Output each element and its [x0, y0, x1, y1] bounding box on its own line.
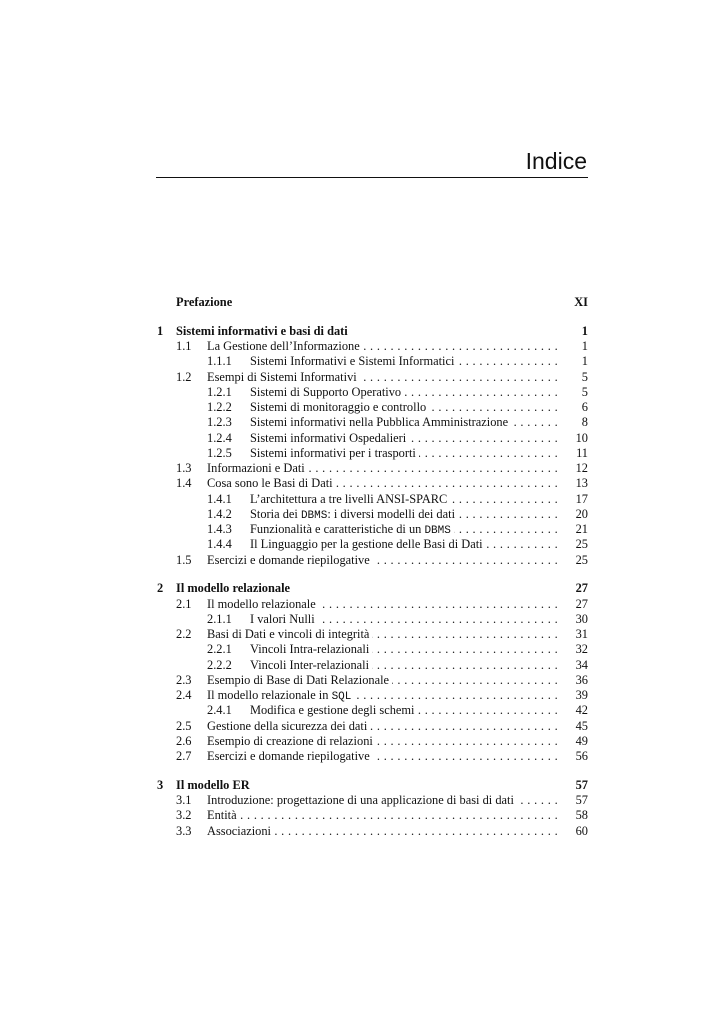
toc-entry-number: 1 — [157, 323, 164, 338]
toc-entry[interactable] — [157, 673, 588, 688]
toc-entry-page: 10 — [575, 430, 588, 445]
toc-entry-title: Basi di Dati e vincoli di integrità . . . — [207, 627, 558, 642]
toc-entry[interactable] — [157, 537, 588, 552]
toc-entry-title: Esercizi e domande riepilogative . . . — [207, 749, 558, 764]
toc-entry-page: 42 — [575, 703, 588, 718]
toc-entry-number: 2.2.2 — [207, 657, 232, 672]
toc-entry-page: XI — [574, 295, 588, 309]
toc-entry[interactable] — [157, 553, 588, 568]
toc-entry-page: 39 — [575, 688, 588, 702]
toc-entry-page: 1 — [581, 323, 588, 338]
toc-entry-number: 1.2 — [176, 369, 192, 384]
toc-entry-page: 13 — [575, 476, 588, 491]
toc-entry-page: 1 — [581, 354, 588, 369]
toc-entry[interactable] — [157, 793, 588, 808]
toc-entry[interactable] — [157, 400, 588, 415]
toc-entry-title: Il Linguaggio per la gestione delle Basi di Dati . . . — [250, 537, 558, 552]
toc-chapter-entry[interactable] — [157, 295, 588, 310]
toc-entry-title: Sistemi Informativi e Sistemi Informatici . . . — [250, 354, 558, 369]
page-title: Indice — [525, 148, 587, 174]
toc-chapter-entry[interactable] — [157, 778, 588, 793]
toc-entry-number: 2.1.1 — [207, 611, 232, 626]
toc-title-part: Il modello relazionale in — [207, 688, 332, 702]
toc-entry-page: 57 — [575, 793, 588, 807]
toc-entry-number: 2.1 — [176, 596, 192, 611]
toc-entry-number: 1.4 — [176, 476, 192, 491]
toc-entry[interactable] — [157, 627, 588, 642]
toc-entry-title: Esercizi e domande riepilogative . . . — [207, 553, 558, 568]
toc-entry-page: 6 — [581, 400, 588, 414]
toc-entry-number: 1.1 — [176, 339, 192, 353]
toc-entry[interactable] — [157, 461, 588, 476]
toc-entry[interactable] — [157, 354, 588, 369]
toc-entry-title: Vincoli Intra-relazionali . . . — [250, 642, 558, 657]
toc-entry-number: 1.5 — [176, 552, 192, 567]
toc-entry[interactable] — [157, 688, 588, 703]
toc-entry[interactable] — [157, 492, 588, 507]
toc-entry[interactable] — [157, 476, 588, 491]
toc-chapter-entry[interactable] — [157, 324, 588, 339]
toc-entry-title: Introduzione: progettazione di una applicazione di basi di dati . . . — [207, 793, 558, 808]
toc-entry-page: 8 — [581, 415, 588, 430]
toc-entry-page: 17 — [575, 491, 588, 506]
toc-entry[interactable] — [157, 824, 588, 839]
toc-entry[interactable] — [157, 658, 588, 673]
toc-entry-page: 25 — [575, 552, 588, 567]
toc-entry-number: 2.4 — [176, 688, 192, 702]
toc-title-code: DBMS — [300, 509, 328, 522]
toc-entry-number: 1.4.4 — [207, 537, 232, 552]
toc-entry-title: Il modello ER — [176, 778, 558, 793]
toc-entry-page: 12 — [575, 461, 588, 475]
toc-entry-title: Esempi di Sistemi Informativi . . . — [207, 370, 558, 385]
toc-entry-page: 5 — [581, 384, 588, 399]
toc-chapter-entry[interactable] — [157, 581, 588, 596]
toc-entry-page: 31 — [575, 627, 588, 641]
toc-entry[interactable] — [157, 612, 588, 627]
toc-entry-title: Sistemi informativi Ospedalieri . . . — [250, 431, 558, 446]
toc-entry-title: Esempio di creazione di relazioni . . . — [207, 734, 558, 749]
toc-entry-number: 3.2 — [176, 808, 192, 823]
toc-entry[interactable] — [157, 719, 588, 734]
toc-entry-title: Gestione della sicurezza dei dati . . . — [207, 719, 558, 734]
toc-entry[interactable] — [157, 339, 588, 354]
toc-entry-number: 2.4.1 — [207, 703, 232, 718]
toc-entry-page: 1 — [581, 339, 588, 353]
toc-entry-number: 1.2.3 — [207, 415, 232, 430]
toc-entry-title: Modifica e gestione degli schemi . . . — [250, 703, 558, 718]
toc-entry-page: 11 — [576, 445, 588, 460]
toc-entry-page: 36 — [575, 672, 588, 687]
toc-entry-title: Sistemi di Supporto Operativo . . . — [250, 385, 558, 400]
toc-entry-number: 1.2.5 — [207, 445, 232, 460]
toc-entry-title: Il modello relazionale — [176, 581, 558, 596]
toc-entry-page: 57 — [575, 777, 588, 792]
toc-entry[interactable] — [157, 734, 588, 749]
toc-title-part: Storia dei — [250, 506, 301, 521]
toc-entry-title: Informazioni e Dati . . . — [207, 461, 558, 476]
toc-entry-page: 45 — [575, 718, 588, 733]
toc-entry-title: Sistemi informativi per i trasporti . . . — [250, 446, 558, 461]
toc-entry[interactable] — [157, 703, 588, 718]
toc-entry[interactable] — [157, 415, 588, 430]
toc-title-part: : i diversi modelli dei dati — [327, 506, 456, 521]
toc-entry-number: 1.1.1 — [207, 354, 232, 369]
toc-title-code: DBMS — [424, 525, 451, 537]
toc-entry-page: 5 — [581, 369, 588, 384]
toc-entry[interactable] — [157, 446, 588, 461]
toc-entry[interactable] — [157, 431, 588, 446]
toc-entry[interactable] — [157, 370, 588, 385]
toc-entry-number: 3.3 — [176, 823, 192, 838]
toc-entry-number: 1.4.3 — [207, 522, 232, 536]
toc-entry-number: 2.5 — [176, 718, 192, 733]
toc-entry[interactable] — [157, 597, 588, 612]
toc-entry-number: 1.4.2 — [207, 506, 232, 521]
toc-entry-number: 3 — [157, 777, 164, 792]
toc-entry-title: Esempio di Base di Dati Relazionale . . . — [207, 673, 558, 688]
toc-entry-page: 30 — [575, 611, 588, 626]
toc-entry[interactable] — [157, 749, 588, 764]
toc-entry-title: L’architettura a tre livelli ANSI-SPARC . . . — [250, 492, 558, 507]
toc-entry-title: Sistemi di monitoraggio e controllo . . . — [250, 400, 558, 415]
toc-entry-number: 3.1 — [176, 793, 192, 807]
toc-entry-page: 56 — [575, 749, 588, 763]
toc-entry-page: 20 — [575, 506, 588, 521]
toc-entry-page: 49 — [575, 733, 588, 748]
toc-entry-title: La Gestione dell’Informazione . . . — [207, 339, 558, 354]
toc-title-part: Funzionalità e caratteristiche di un — [250, 522, 425, 536]
toc-entry-number: 2.6 — [176, 733, 192, 748]
toc-entry-page: 34 — [575, 657, 588, 672]
table-of-contents — [157, 295, 588, 839]
toc-entry-page: 25 — [575, 537, 588, 552]
toc-entry-number: 1.2.2 — [207, 400, 232, 414]
toc-entry[interactable] — [157, 808, 588, 823]
toc-entry-title: Cosa sono le Basi di Dati . . . — [207, 476, 558, 491]
toc-entry-title: I valori Nulli . . . — [250, 612, 558, 627]
toc-entry-number: 1.2.1 — [207, 384, 232, 399]
toc-entry-number: 2.2 — [176, 627, 192, 641]
toc-entry-title: Il modello relazionale . . . — [207, 597, 558, 612]
toc-title-code: SQL — [331, 691, 352, 703]
toc-entry-title: Vincoli Inter-relazionali . . . — [250, 658, 558, 673]
toc-entry-number: 1.4.1 — [207, 491, 232, 506]
toc-entry-title: Sistemi informativi e basi di dati — [176, 324, 558, 339]
toc-entry-page: 27 — [575, 596, 588, 611]
toc-entry[interactable] — [157, 507, 588, 522]
toc-entry[interactable] — [157, 385, 588, 400]
toc-entry-number: 2.2.1 — [207, 642, 232, 657]
toc-entry-number: 2.7 — [176, 749, 192, 763]
toc-entry-page: 21 — [575, 522, 588, 536]
toc-entry-page: 27 — [575, 581, 588, 596]
toc-entry-title: Entità . . . — [207, 808, 558, 823]
toc-entry-title: Prefazione — [176, 295, 558, 310]
toc-entry-number: 1.2.4 — [207, 430, 232, 445]
toc-entry-page: 60 — [575, 823, 588, 838]
toc-entry-title: Sistemi informativi nella Pubblica Amministrazione . . . — [250, 415, 558, 430]
toc-entry-title: Associazioni . . . — [207, 824, 558, 839]
title-rule — [156, 177, 588, 178]
toc-entry[interactable] — [157, 522, 588, 537]
toc-entry-number: 2.3 — [176, 672, 192, 687]
toc-entry-page: 32 — [575, 642, 588, 657]
toc-entry-number: 1.3 — [176, 461, 192, 475]
toc-entry-page: 58 — [575, 808, 588, 823]
toc-entry[interactable] — [157, 642, 588, 657]
toc-entry-number: 2 — [157, 581, 164, 596]
